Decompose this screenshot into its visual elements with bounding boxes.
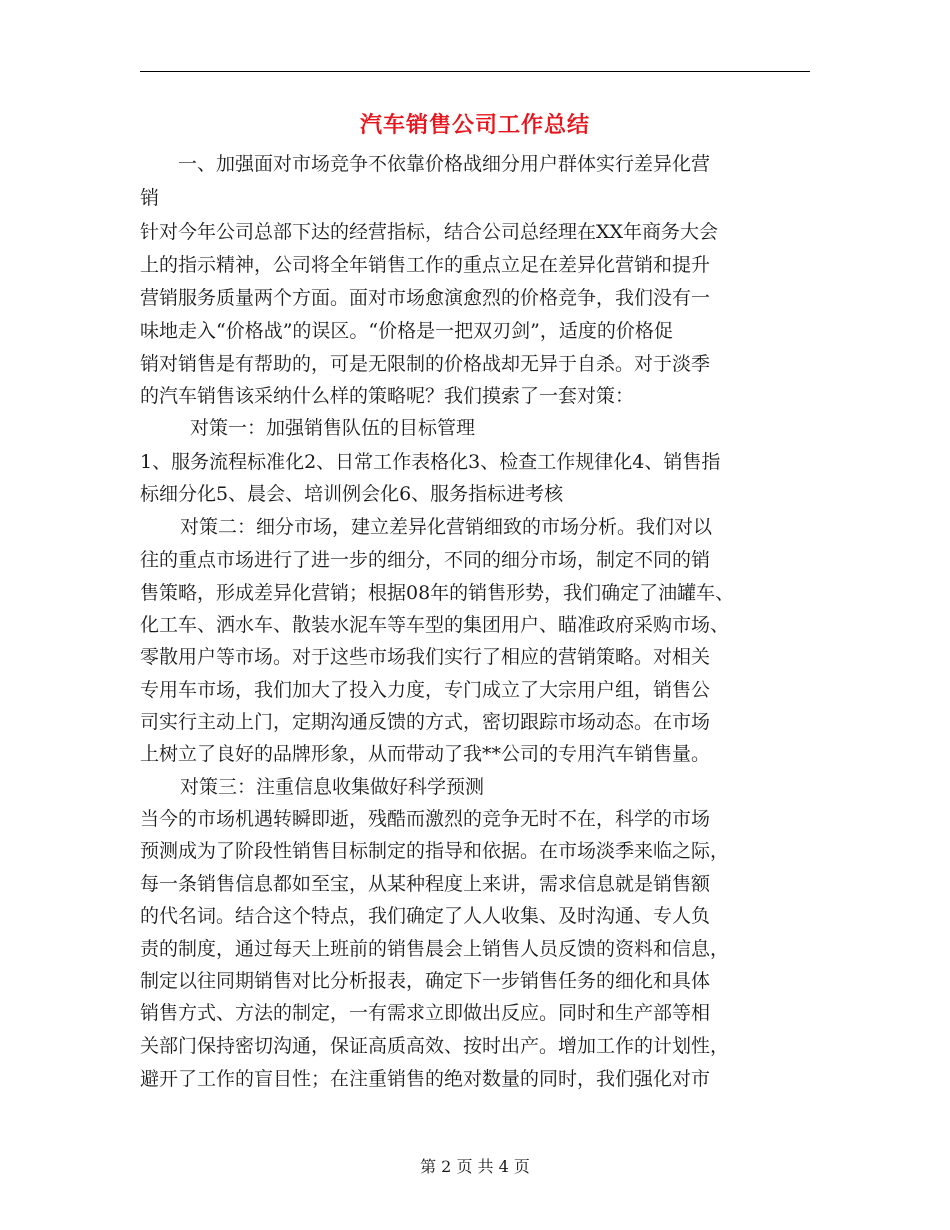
body-line: 司实行主动上门，定期沟通反馈的方式，密切跟踪市场动态。在市场 (140, 711, 711, 733)
body-line: 味地走入“价格战”的误区。“价格是一把双刃剑”，适度的价格促 (140, 320, 673, 342)
document-title: 汽车销售公司工作总结 (359, 112, 590, 138)
body-line: 化工车、洒水车、散装水泥车等车型的集团用户、瞄准政府采购市场、 (140, 614, 730, 636)
body-line: 的汽车销售该采纳什么样的策略呢？我们摸索了一套对策： (140, 385, 635, 407)
body-line: 当今的市场机遇转瞬即逝，残酷而激烈的竞争无时不在，科学的市场 (140, 808, 711, 830)
body-line: 营销服务质量两个方面。面对市场愈演愈烈的价格竞争，我们没有一 (140, 287, 711, 309)
body-line: 销对销售是有帮助的，可是无限制的价格战却无异于自杀。对于淡季 (140, 353, 711, 375)
page-number-footer: 第 2 页 共 4 页 (420, 1157, 530, 1176)
body-line: 上树立了良好的品牌形象，从而带动了我**公司的专用汽车销售量。 (140, 743, 711, 765)
body-line: 预测成为了阶段性销售目标制定的指导和依据。在市场淡季来临之际， (140, 840, 730, 862)
body-line: 制定以往同期销售对比分析报表，确定下一步销售任务的细化和具体 (140, 970, 711, 992)
body-line: 售策略，形成差异化营销；根据08年的销售形势，我们确定了油罐车、 (140, 582, 735, 604)
body-line: 避开了工作的盲目性；在注重销售的绝对数量的同时，我们强化对市 (140, 1068, 711, 1090)
body-line: 上的指示精神，公司将全年销售工作的重点立足在差异化营销和提升 (140, 254, 711, 276)
body-line: 关部门保持密切沟通，保证高质高效、按时出产。增加工作的计划性， (140, 1035, 730, 1057)
body-line: 责的制度，通过每天上班前的销售晨会上销售人员反馈的资料和信息， (140, 938, 730, 960)
section-heading-line-2: 销 (140, 187, 160, 209)
strategy-heading-3: 对策三：注重信息收集做好科学预测 (180, 776, 485, 798)
strategy-heading-1: 对策一：加强销售队伍的目标管理 (190, 417, 476, 439)
body-line: 零散用户等市场。对于这些市场我们实行了相应的营销策略。对相关 (140, 646, 711, 668)
body-line: 1、服务流程标准化2、日常工作表格化3、检查工作规律化4、销售指 (140, 451, 721, 473)
body-line: 往的重点市场进行了进一步的细分，不同的细分市场，制定不同的销 (140, 549, 711, 571)
body-line: 的代名词。结合这个特点，我们确定了人人收集、及时沟通、专人负 (140, 905, 711, 927)
body-line: 销售方式、方法的制定，一有需求立即做出反应。同时和生产部等相 (140, 1002, 711, 1024)
section-heading-line-1: 一、加强面对市场竞争不依靠价格战细分用户群体实行差异化营 (178, 153, 711, 175)
body-line: 每一条销售信息都如至宝，从某种程度上来讲，需求信息就是销售额 (140, 873, 711, 895)
body-line: 专用车市场，我们加大了投入力度，专门成立了大宗用户组，销售公 (140, 679, 711, 701)
body-line: 针对今年公司总部下达的经营指标，结合公司总经理在XX年商务大会 (140, 221, 719, 243)
strategy-heading-2: 对策二：细分市场，建立差异化营销细致的市场分析。我们对以 (180, 516, 713, 538)
header-rule (140, 71, 810, 72)
body-line: 标细分化5、晨会、培训例会化6、服务指标进考核 (140, 483, 564, 505)
